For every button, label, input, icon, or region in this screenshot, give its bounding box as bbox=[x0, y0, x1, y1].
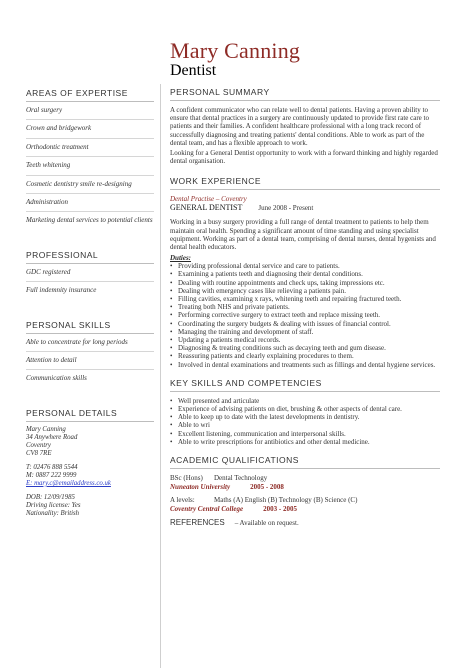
professional-title: PROFESSIONAL bbox=[26, 248, 154, 264]
personal-details bbox=[26, 426, 154, 518]
list-item: • Examining a patients teeth and diagnosing their dental conditions. bbox=[170, 270, 440, 278]
license-line: Driving license: Yes bbox=[26, 501, 81, 509]
college-years: 2003 - 2005 bbox=[263, 505, 297, 514]
degree-label: BSc (Hons) bbox=[170, 474, 203, 483]
list-item: Full indemnity insurance bbox=[26, 286, 97, 295]
list-item: Communication skills bbox=[26, 374, 87, 383]
list-item: • Dealing with routine appointments and check ups, taking impressions etc. bbox=[170, 279, 440, 287]
list-item: • Treating both NHS and private patients. bbox=[170, 303, 440, 311]
list-item: • Coordinating the surgery budgets & dealing with issues of financial control. bbox=[170, 320, 440, 328]
dob-line: DOB: 12/09/1985 bbox=[26, 493, 75, 501]
employer-name: Dental Practise – Coventry bbox=[170, 195, 247, 204]
key-skills-list bbox=[170, 397, 440, 446]
personal-skills-title: PERSONAL SKILLS bbox=[26, 318, 154, 334]
job-description: Working in a busy surgery providing a full range of dental treatment to patients to help them maintain oral health. Spending a significant amount of time standing and using specialist equipment. Working as part of a dental team, comprising of dental nurses, dental hygenists and dental health educators. bbox=[170, 218, 436, 252]
list-item: • Filling cavities, examining x rays, whitening teeth and repairing fractured teeth. bbox=[170, 295, 440, 303]
university-row bbox=[170, 483, 440, 492]
column-divider bbox=[160, 84, 161, 668]
list-item: • Providing professional dental service and care to patients. bbox=[170, 262, 440, 270]
list-item: Able to concentrate for long periods bbox=[26, 334, 154, 352]
list-item: • Dealing with emergency cases like relieving a patients pain. bbox=[170, 287, 440, 295]
list-item: • Performing corrective surgery to extract teeth and replace missing teeth. bbox=[170, 311, 440, 319]
key-skills-title: KEY SKILLS AND COMPETENCIES bbox=[170, 377, 440, 392]
college-row bbox=[170, 505, 440, 514]
references-title: REFERENCES bbox=[170, 518, 225, 528]
areas-list bbox=[26, 102, 154, 230]
summary-paragraph: A confident communicator who can relate well to dental patients. Having a proven ability to ensure that dental practices in a surgery are continuously updated to provide first rate care to patients and their families. A confident healthcare professional with a long track record of successfully diagnosing and treating patients' dental conditions. Able to work as part of the dental team, and has a flexible approach to work. bbox=[170, 106, 429, 147]
list-item: • Excellent listening, communication and interpersonal skills. bbox=[170, 430, 440, 438]
list-item: Oral surgery bbox=[26, 102, 154, 120]
professional-list bbox=[26, 264, 154, 300]
address-line: CV8 7RE bbox=[26, 449, 52, 457]
list-item: • Reassuring patients and clearly explaining procedures to them. bbox=[170, 352, 440, 360]
list-item: • Well presented and articulate bbox=[170, 397, 440, 405]
cv-name: Mary Canning bbox=[170, 38, 301, 63]
list-item: Marketing dental services to potential clients bbox=[26, 216, 153, 225]
list-item: Attention to detail bbox=[26, 352, 154, 370]
cv-role: Dentist bbox=[170, 62, 217, 79]
alevels-value: Maths (A) English (B) Technology (B) Science (C) bbox=[214, 496, 358, 505]
right-column bbox=[170, 86, 440, 527]
mobile-line: M: 0887 222 9999 bbox=[26, 471, 77, 479]
list-item: • Able to keep up to date with the latest developments in dentistry. bbox=[170, 413, 440, 421]
alevels-label: A levels: bbox=[170, 496, 195, 505]
list-item: • Diagnosing & treating conditions such as decaying teeth and gum disease. bbox=[170, 344, 440, 352]
alevels-row bbox=[170, 496, 440, 505]
qualifications-title: ACADEMIC QUALIFICATIONS bbox=[170, 454, 440, 469]
degree-value: Dental Technology bbox=[214, 474, 268, 483]
references-line bbox=[170, 518, 440, 527]
nationality-line: Nationality: British bbox=[26, 509, 80, 517]
job-line bbox=[170, 203, 440, 213]
college-name: Coventry Central College bbox=[170, 505, 244, 514]
job-dates: June 2008 - Present bbox=[258, 204, 314, 213]
list-item: • Experience of advising patients on diet, brushing & other aspects of dental care. bbox=[170, 405, 440, 413]
personal-skills-list bbox=[26, 334, 154, 388]
university-name: Nuneaton University bbox=[170, 483, 231, 492]
experience-title: WORK EXPERIENCE bbox=[170, 175, 440, 190]
list-item: • Managing the training and development of staff. bbox=[170, 328, 440, 336]
address-line: Coventry bbox=[26, 441, 51, 449]
summary-title: PERSONAL SUMMARY bbox=[170, 86, 440, 101]
degree-row bbox=[170, 474, 440, 483]
list-item: Cosmetic dentistry smile re-designing bbox=[26, 176, 154, 194]
list-item: Administration bbox=[26, 194, 154, 212]
duties-label: Duties: bbox=[170, 254, 191, 263]
list-item: • Involved in dental examinations and treatments such as fillings and dental hygiene services. bbox=[170, 361, 440, 369]
summary-paragraph: Looking for a General Dentist opportunity to work with a forward thinking and highly regarded dental organisation. bbox=[170, 149, 438, 166]
university-years: 2005 - 2008 bbox=[250, 483, 284, 492]
list-item: • Able to write prescriptions for antibiotics and other dental medicine. bbox=[170, 438, 440, 446]
list-item: • Updating a patients medical records. bbox=[170, 336, 440, 344]
job-title: GENERAL DENTIST bbox=[170, 203, 243, 213]
list-item: GDC registered bbox=[26, 264, 154, 282]
address-line: Mary Canning bbox=[26, 425, 66, 433]
references-text: – Available on request. bbox=[234, 519, 299, 528]
list-item: Teeth whitening bbox=[26, 157, 154, 175]
address-line: 34 Anywhere Road bbox=[26, 433, 78, 441]
list-item: Crown and bridgework bbox=[26, 120, 154, 138]
left-column bbox=[26, 86, 154, 518]
phone-line: T: 02476 888 5544 bbox=[26, 463, 78, 471]
areas-title: AREAS OF EXPERTISE bbox=[26, 86, 154, 102]
personal-details-title: PERSONAL DETAILS bbox=[26, 406, 154, 422]
duties-list bbox=[170, 262, 440, 369]
email-link[interactable]: E: mary.c@emailaddress.co.uk bbox=[26, 479, 111, 487]
list-item: Orthodontic treatment bbox=[26, 139, 154, 157]
list-item: • Able to wri bbox=[170, 421, 440, 429]
